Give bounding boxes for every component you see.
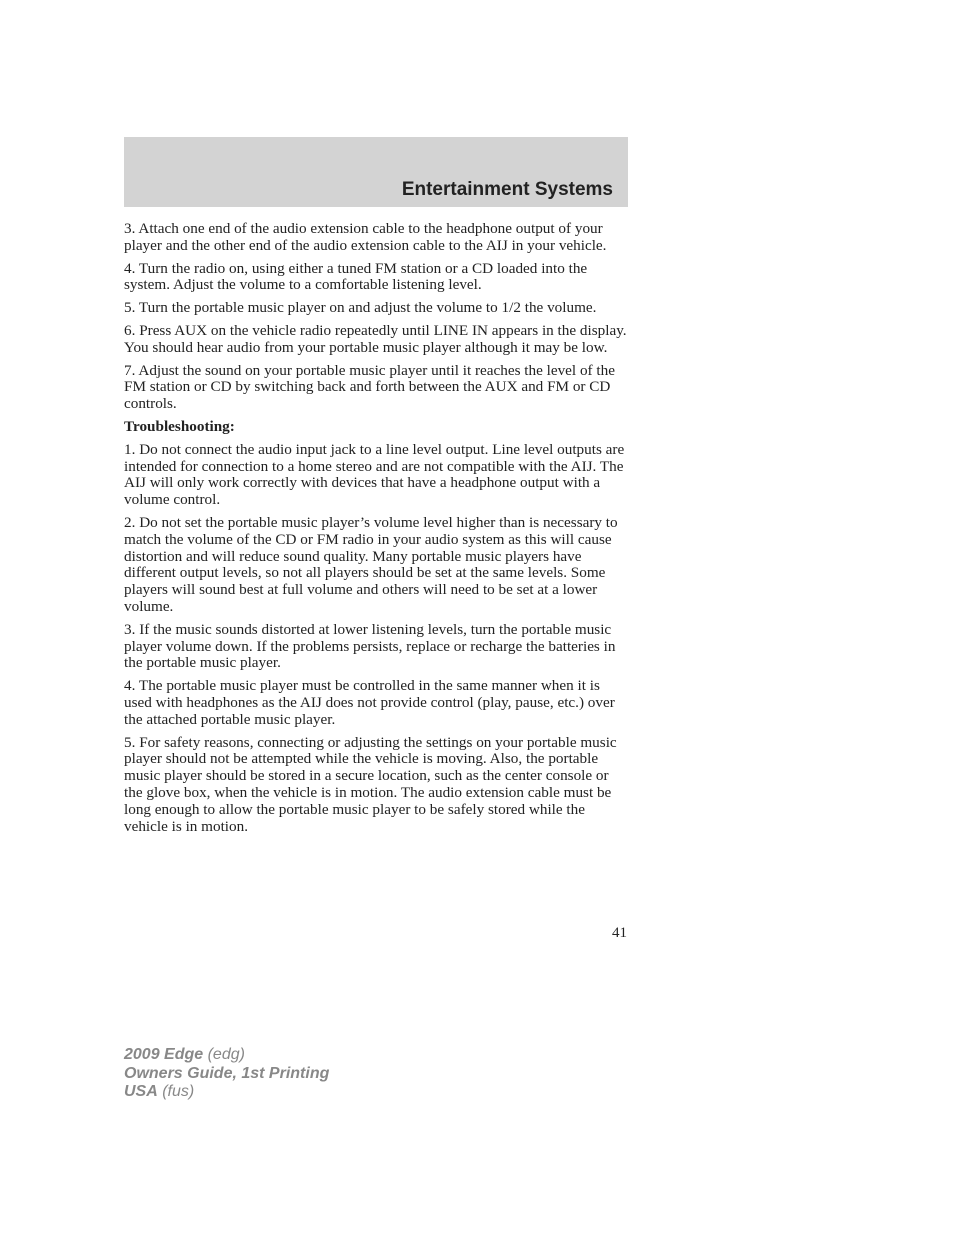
footer-model-code: (edg) — [203, 1046, 245, 1063]
troubleshooting-item: 4. The portable music player must be controlled in the same manner when it is used with headphones as the AIJ does not provide control (play, pause, etc.) over the attached portable music player. — [124, 677, 615, 728]
troubleshooting-heading: Troubleshooting: — [124, 417, 235, 435]
troubleshooting-item: 2. Do not set the portable music player’s volume level higher than is necessary to match the volume of the CD or FM radio in your audio system as this will cause distortion and will reduce sound quality. Many portable music players have different output levels, so not all players should be set at the same levels. Some players will sound best at full volume and others will need to be set at a lower volume. — [124, 513, 618, 615]
step-note: You should hear audio from your portable music player although it may be low. — [124, 338, 608, 356]
troubleshooting-item: 3. If the music sounds distorted at lower listening levels, turn the portable music player volume down. If the problems persists, replace or recharge the batteries in the portable music player. — [124, 620, 616, 672]
step-paragraph: 6. Press AUX on the vehicle radio repeatedly until LINE IN appears in the display. — [124, 321, 627, 339]
page-content — [124, 221, 630, 841]
footer-model-name: 2009 Edge — [124, 1046, 204, 1063]
footer-market-name: USA — [124, 1083, 158, 1100]
troubleshooting-item: 5. For safety reasons, connecting or adjusting the settings on your portable music player should not be attempted while the vehicle is moving. Also, the portable music player should be stored in a secure location, such as the center console or the glove box, when the vehicle is in motion. The audio extension cable must be long enough to allow the portable music player to be safely stored while the vehicle is in motion. — [124, 733, 617, 835]
page-number: 41 — [612, 925, 627, 941]
document-footer — [124, 1046, 329, 1102]
step-paragraph: 4. Turn the radio on, using either a tuned FM station or a CD loaded into the system. Adjust the volume to a comfortable listening level. — [124, 259, 588, 294]
footer-line-model — [124, 1046, 329, 1065]
section-title: Entertainment Systems — [401, 179, 613, 200]
step-paragraph: 3. Attach one end of the audio extension cable to the headphone output of your player and the other end of the audio extension cable to the AIJ in your vehicle. — [124, 220, 607, 254]
footer-market-code: (fus) — [157, 1083, 195, 1100]
footer-line-edition: Owners Guide, 1st Printing — [124, 1064, 330, 1082]
section-header-band — [124, 137, 628, 207]
footer-line-market — [124, 1083, 329, 1102]
step-paragraph: 7. Adjust the sound on your portable music player until it reaches the level of the FM station or CD by switching back and forth between the AUX and FM or CD controls. — [124, 361, 615, 413]
step-paragraph: 5. Turn the portable music player on and adjust the volume to 1/2 the volume. — [124, 299, 597, 317]
troubleshooting-item: 1. Do not connect the audio input jack to a line level output. Line level outputs are intended for connection to a home stereo and are not compatible with the AIJ. The AIJ will only work correctly with devices that have a headphone output with a volume control. — [124, 440, 625, 509]
